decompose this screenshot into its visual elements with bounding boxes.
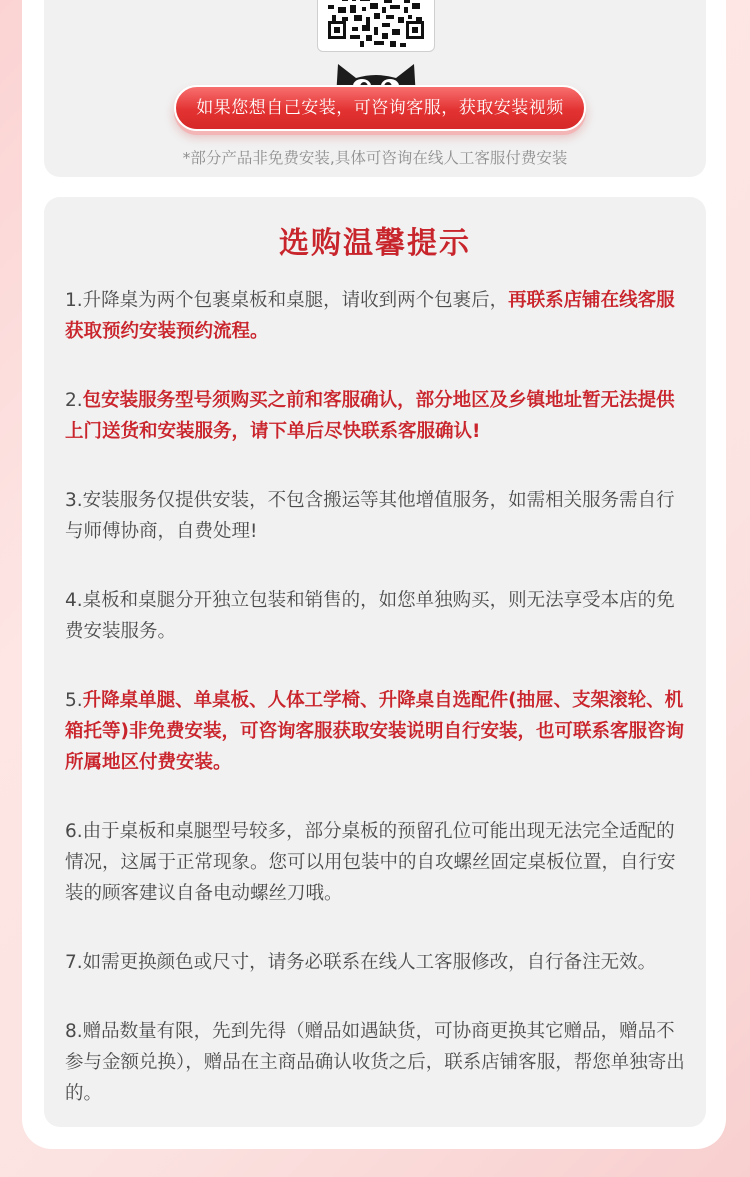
tips-list — [65, 285, 685, 1147]
paid-install-note: *部分产品非免费安装,具体可咨询在线人工客服付费安装 — [182, 149, 568, 167]
install-video-button[interactable]: 如果您想自己安装，可咨询客服，获取安装视频 — [174, 85, 586, 131]
tip-item: 1.升降桌为两个包裹桌板和桌腿，请收到两个包裹后，再联系店铺在线客服获取预约安装预约流程。 — [65, 290, 675, 342]
tip-item: 5.升降桌单腿、单桌板、人体工学椅、升降桌自选配件(抽屉、支架滚轮、机箱托等)非免费安装，可咨询客服获取安装说明自行安装，也可联系客服咨询所属地区付费安装。 — [65, 690, 684, 773]
tip-item: 4.桌板和桌腿分开独立包装和销售的，如您单独购买，则无法享受本店的免费安装服务。 — [65, 590, 675, 642]
tip-item: 7.如需更换颜色或尺寸，请务必联系在线人工客服修改，自行备注无效。 — [65, 952, 657, 973]
tip-item: 3.安装服务仅提供安装，不包含搬运等其他增值服务，如需相关服务需自行与师傅协商，自费处理! — [65, 490, 675, 542]
tip-item: 6.由于桌板和桌腿型号较多，部分桌板的预留孔位可能出现无法完全适配的情况，这属于正常现象。您可以用包装中的自攻螺丝固定桌板位置，自行安装的顾客建议自备电动螺丝刀哦。 — [65, 821, 676, 904]
qr-code-icon — [317, 0, 435, 52]
tips-title: 选购温馨提示 — [279, 226, 471, 261]
tip-item: 8.赠品数量有限，先到先得（赠品如遇缺货，可协商更换其它赠品，赠品不参与金额兑换），赠品在主商品确认收货之后，联系店铺客服，帮您单独寄出的。 — [65, 1021, 685, 1104]
tip-item: 2.包安装服务型号须购买之前和客服确认，部分地区及乡镇地址暂无法提供上门送货和安装服务，请下单后尽快联系客服确认! — [65, 390, 675, 442]
